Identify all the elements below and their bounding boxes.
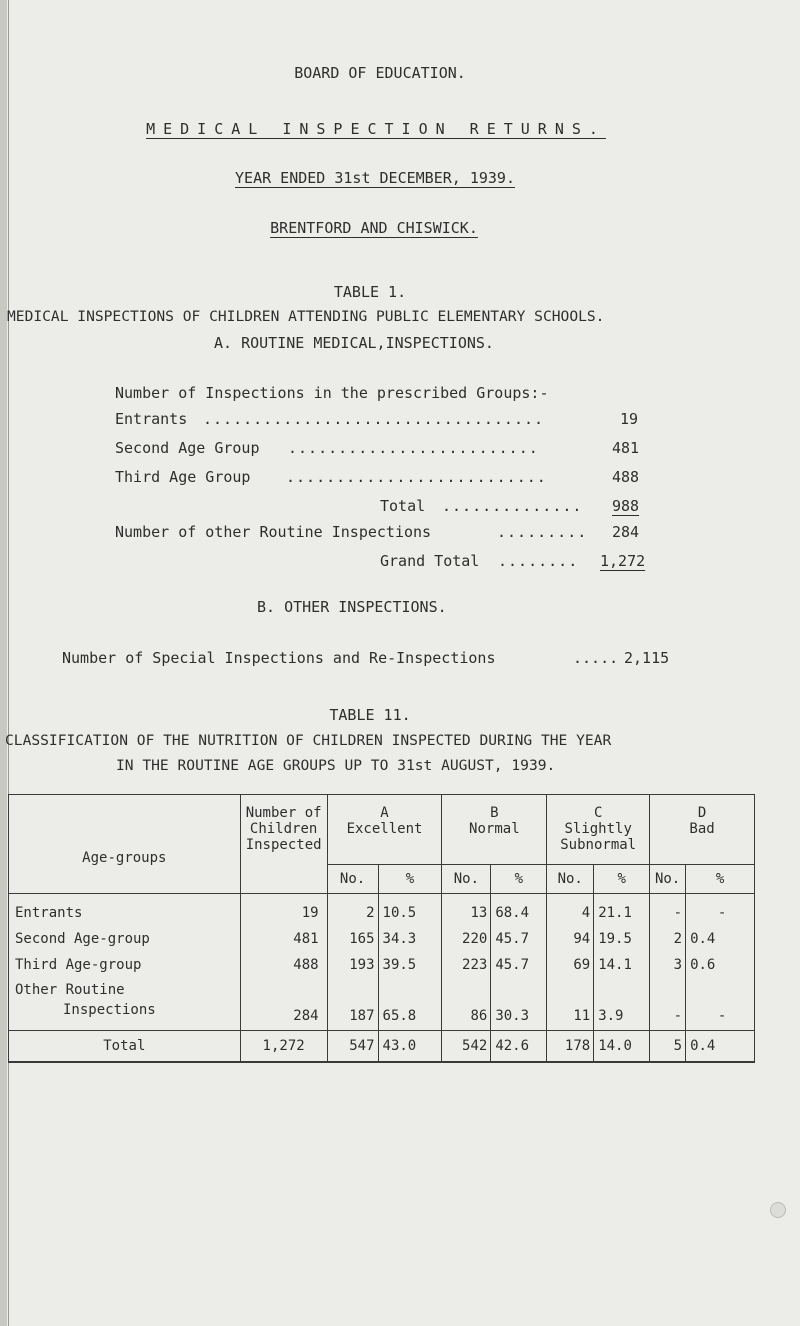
bad-no: 2	[650, 926, 686, 952]
total-bad-pct: 0.4	[686, 1030, 755, 1062]
table2-title-line1: CLASSIFICATION OF THE NUTRITION OF CHILDREN INSPECTED DURING THE YEAR	[5, 732, 612, 749]
entrants-label: Entrants	[115, 410, 188, 428]
normal-no: 86	[442, 978, 491, 1030]
subnormal-letter: C	[593, 805, 603, 821]
grand-total-label: Grand Total	[380, 552, 480, 570]
total-label: Total	[380, 497, 426, 515]
table-row	[9, 978, 755, 1030]
bad-pct: -	[686, 894, 755, 927]
number-header-line3: Inspected	[245, 837, 322, 853]
subnormal-no: 94	[547, 926, 594, 952]
subnormal-pct: 19.5	[594, 926, 650, 952]
dot-leader: ..........................	[286, 468, 547, 486]
subnormal-no-header: No.	[547, 865, 594, 894]
year-ended: YEAR ENDED 31st DECEMBER, 1939.	[235, 169, 515, 187]
row-number: 488	[240, 952, 327, 978]
excellent-pct: 39.5	[378, 952, 442, 978]
subnormal-name-line1: Slightly	[564, 821, 632, 837]
inspections-intro: Number of Inspections in the prescribed Groups:-	[115, 384, 549, 402]
normal-header	[442, 795, 547, 865]
row-label: Second Age-group	[9, 926, 241, 952]
bad-no: 3	[650, 952, 686, 978]
bad-pct: 0.4	[686, 926, 755, 952]
excellent-no: 165	[327, 926, 378, 952]
normal-no: 223	[442, 952, 491, 978]
excellent-header	[327, 795, 442, 865]
second-age-label: Second Age Group	[115, 439, 260, 457]
other-routine-value: 284	[612, 523, 640, 541]
dot-leader: ..................................	[203, 410, 545, 428]
dot-leader: .........	[497, 523, 588, 541]
other-routine-label: Number of other Routine Inspections	[115, 523, 432, 541]
table1-subtitle: MEDICAL INSPECTIONS OF CHILDREN ATTENDING PUBLIC ELEMENTARY SCHOOLS.	[7, 308, 605, 325]
normal-pct: 45.7	[491, 952, 547, 978]
normal-no: 13	[442, 894, 491, 927]
subnormal-no: 69	[547, 952, 594, 978]
row-label-line1: Other Routine	[15, 982, 125, 998]
number-header-line1: Number of	[245, 805, 322, 821]
bad-name: Bad	[689, 821, 715, 837]
subnormal-no: 11	[547, 978, 594, 1030]
dot-leader: .....	[573, 649, 619, 667]
subnormal-pct: 21.1	[594, 894, 650, 927]
table-row	[9, 894, 755, 927]
normal-pct: 68.4	[491, 894, 547, 927]
page-edge-line	[8, 0, 9, 1326]
subnormal-header	[547, 795, 650, 865]
age-groups-header-text: Age-groups	[82, 850, 167, 866]
dot-leader: ........	[498, 552, 579, 570]
special-inspections-label: Number of Special Inspections and Re-Inspections	[62, 649, 496, 667]
excellent-name: Excellent	[346, 821, 423, 837]
normal-name: Normal	[469, 821, 520, 837]
excellent-letter: A	[380, 805, 389, 821]
excellent-pct: 65.8	[378, 978, 442, 1030]
total-value: 988	[612, 497, 640, 515]
excellent-pct: 10.5	[378, 894, 442, 927]
table-row	[9, 952, 755, 978]
total-excellent-pct: 43.0	[378, 1030, 442, 1062]
row-number: 19	[240, 894, 327, 927]
subnormal-pct: 14.1	[594, 952, 650, 978]
entrants-value: 19	[620, 410, 639, 428]
excellent-no: 187	[327, 978, 378, 1030]
district-name: BRENTFORD AND CHISWICK.	[270, 219, 478, 237]
special-inspections-value: 2,115	[624, 649, 670, 667]
excellent-no: 193	[327, 952, 378, 978]
table2-title-line2: IN THE ROUTINE AGE GROUPS UP TO 31st AUGUST, 1939.	[116, 757, 556, 774]
row-number: 481	[240, 926, 327, 952]
row-label	[9, 978, 241, 1030]
row-number: 284	[240, 978, 327, 1030]
excellent-no: 2	[327, 894, 378, 927]
total-subnormal-pct: 14.0	[594, 1030, 650, 1062]
subnormal-no: 4	[547, 894, 594, 927]
normal-pct: 45.7	[491, 926, 547, 952]
normal-letter: B	[490, 805, 499, 821]
bad-pct-header: %	[686, 865, 755, 894]
total-row-label: Total	[9, 1030, 241, 1062]
excellent-pct-header: %	[378, 865, 442, 894]
section-b-heading: B. OTHER INSPECTIONS.	[257, 598, 447, 616]
row-label: Third Age-group	[9, 952, 241, 978]
row-label-line2: Inspections	[63, 1002, 156, 1018]
subnormal-pct-header: %	[594, 865, 650, 894]
normal-no: 220	[442, 926, 491, 952]
document-title: MEDICAL INSPECTION RETURNS.	[146, 120, 606, 138]
number-header-line2: Children	[249, 821, 318, 837]
total-subnormal-no: 178	[547, 1030, 594, 1062]
total-row-number: 1,272	[240, 1030, 327, 1062]
page-edge	[0, 0, 7, 1326]
excellent-pct: 34.3	[378, 926, 442, 952]
total-normal-pct: 42.6	[491, 1030, 547, 1062]
table1-label: TABLE 1.	[333, 283, 407, 301]
bad-no: -	[650, 894, 686, 927]
row-label: Entrants	[9, 894, 241, 927]
dot-leader: ..............	[442, 497, 583, 515]
total-normal-no: 542	[442, 1030, 491, 1062]
table2-label: TABLE 11.	[329, 706, 411, 724]
paper-blemish	[770, 1202, 786, 1218]
bad-no-header: No.	[650, 865, 686, 894]
second-age-value: 481	[612, 439, 640, 457]
third-age-value: 488	[612, 468, 640, 486]
age-groups-header	[9, 795, 241, 894]
excellent-no-header: No.	[327, 865, 378, 894]
nutrition-table	[8, 794, 755, 1063]
bad-pct: 0.6	[686, 952, 755, 978]
subnormal-name-line2: Subnormal	[560, 837, 637, 853]
bad-pct: -	[686, 978, 755, 1030]
total-bad-no: 5	[650, 1030, 686, 1062]
table-total-row	[9, 1030, 755, 1062]
total-excellent-no: 547	[327, 1030, 378, 1062]
bad-header	[650, 795, 755, 865]
bad-letter: D	[697, 805, 707, 821]
normal-pct: 30.3	[491, 978, 547, 1030]
table-row	[9, 926, 755, 952]
normal-no-header: No.	[442, 865, 491, 894]
number-inspected-header	[240, 795, 327, 894]
normal-pct-header: %	[491, 865, 547, 894]
grand-total-value: 1,272	[600, 552, 646, 570]
bad-no: -	[650, 978, 686, 1030]
dot-leader: .........................	[288, 439, 539, 457]
third-age-label: Third Age Group	[115, 468, 251, 486]
section-a-heading: A. ROUTINE MEDICAL,INSPECTIONS.	[214, 334, 494, 352]
board-heading: BOARD OF EDUCATION.	[294, 64, 466, 82]
subnormal-pct: 3.9	[594, 978, 650, 1030]
